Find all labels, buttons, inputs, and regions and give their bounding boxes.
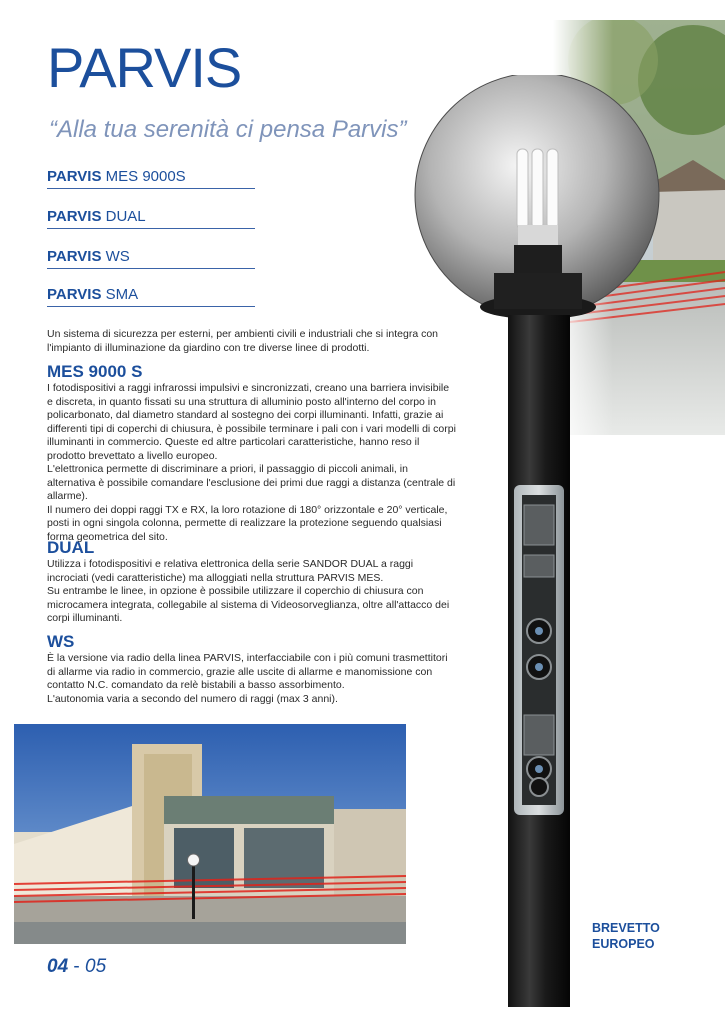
patent-line: EUROPEO <box>592 937 655 951</box>
paragraph: Su entrambe le linee, in opzione è possibile utilizzare il coperchio di chiusura con microcamera integrata, collegabile al sistema di Videosorveglianza, oltre all'attacco dei corpi illuminanti. <box>47 585 450 624</box>
building-photo <box>14 724 406 944</box>
product-line-sma <box>47 286 255 307</box>
paragraph: L'elettronica permette di discriminare a priori, il passaggio di piccoli animali, in alternativa è possibile comandare l'esclusione dei primi due raggi a distanza (centrale di allarme). <box>47 463 456 502</box>
product-line-mes <box>47 168 255 189</box>
section-body-mes <box>47 382 457 544</box>
intro-text: Un sistema di sicurezza per esterni, per ambienti civili e industriali che si integra con l'impianto di illuminazione da giardino con tre diverse linee di prodotti. <box>47 328 439 354</box>
product-model: WS <box>105 248 130 265</box>
section-body-dual <box>47 558 457 626</box>
lamp-post-illustration <box>410 75 670 1010</box>
product-model: SMA <box>105 286 139 303</box>
product-model: DUAL <box>105 208 146 225</box>
paragraph: Il numero dei doppi raggi TX e RX, la loro rotazione di 180° orizzontale e 20° verticale, posti in ogni singola colonna, permette di realizzare la protezione seguendo qualsiasi forma geometrica del sito. <box>47 503 448 543</box>
section-heading-mes: MES 9000 S <box>47 362 143 381</box>
section-heading-ws: WS <box>47 632 75 651</box>
product-brand: PARVIS <box>47 286 102 303</box>
paragraph: L'autonomia varia a secondo del numero di raggi (max 3 anni). <box>47 692 338 705</box>
patent-line: BREVETTO <box>592 921 660 935</box>
product-line-ws <box>47 248 255 269</box>
product-brand: PARVIS <box>47 248 102 265</box>
product-brand: PARVIS <box>47 208 102 225</box>
slogan: “Alla tua serenità ci pensa Parvis” <box>49 116 407 143</box>
page-number-next: 05 <box>85 956 107 977</box>
paragraph: Utilizza i fotodispositivi e relativa elettronica della serie SANDOR DUAL a raggi incrociati (vedi caratteristiche) ma alloggiati nella struttura PARVIS MES. <box>47 558 414 584</box>
patent-badge <box>592 920 660 952</box>
section-body-ws <box>47 652 457 706</box>
product-line-dual <box>47 208 255 229</box>
paragraph: È la versione via radio della linea PARVIS, interfacciabile con i più comuni trasmettitori di allarme via radio in commercio, grazie alle uscite di allarme e manomissione con contatto N.C. comandato da relè bistabili a basso assorbimento. <box>47 652 448 691</box>
paragraph: I fotodispositivi a raggi infrarossi impulsivi e sincronizzati, creano una barriera invisibile e discreta, in quanto fissati su una struttura di alluminio posto all'interno del corpo in policarbonato, dal diametro standard al sostegno dei corpi illuminanti. Infatti, grazie ai differenti tipi di coperchi di chiusura, è possibile terminare i pali con i vari modelli di corpi illuminanti in commercio. Queste ed altre particolari caratteristiche, hanno reso il prodotto brevettato a livello europeo. <box>47 382 456 462</box>
page-number-separator: - <box>68 956 86 977</box>
product-brand: PARVIS <box>47 168 102 185</box>
page-title: PARVIS <box>47 36 242 99</box>
page-number-current: 04 <box>47 956 69 977</box>
section-heading-dual: DUAL <box>47 538 95 557</box>
product-model: MES 9000S <box>105 168 186 185</box>
page-numbers <box>47 956 106 978</box>
